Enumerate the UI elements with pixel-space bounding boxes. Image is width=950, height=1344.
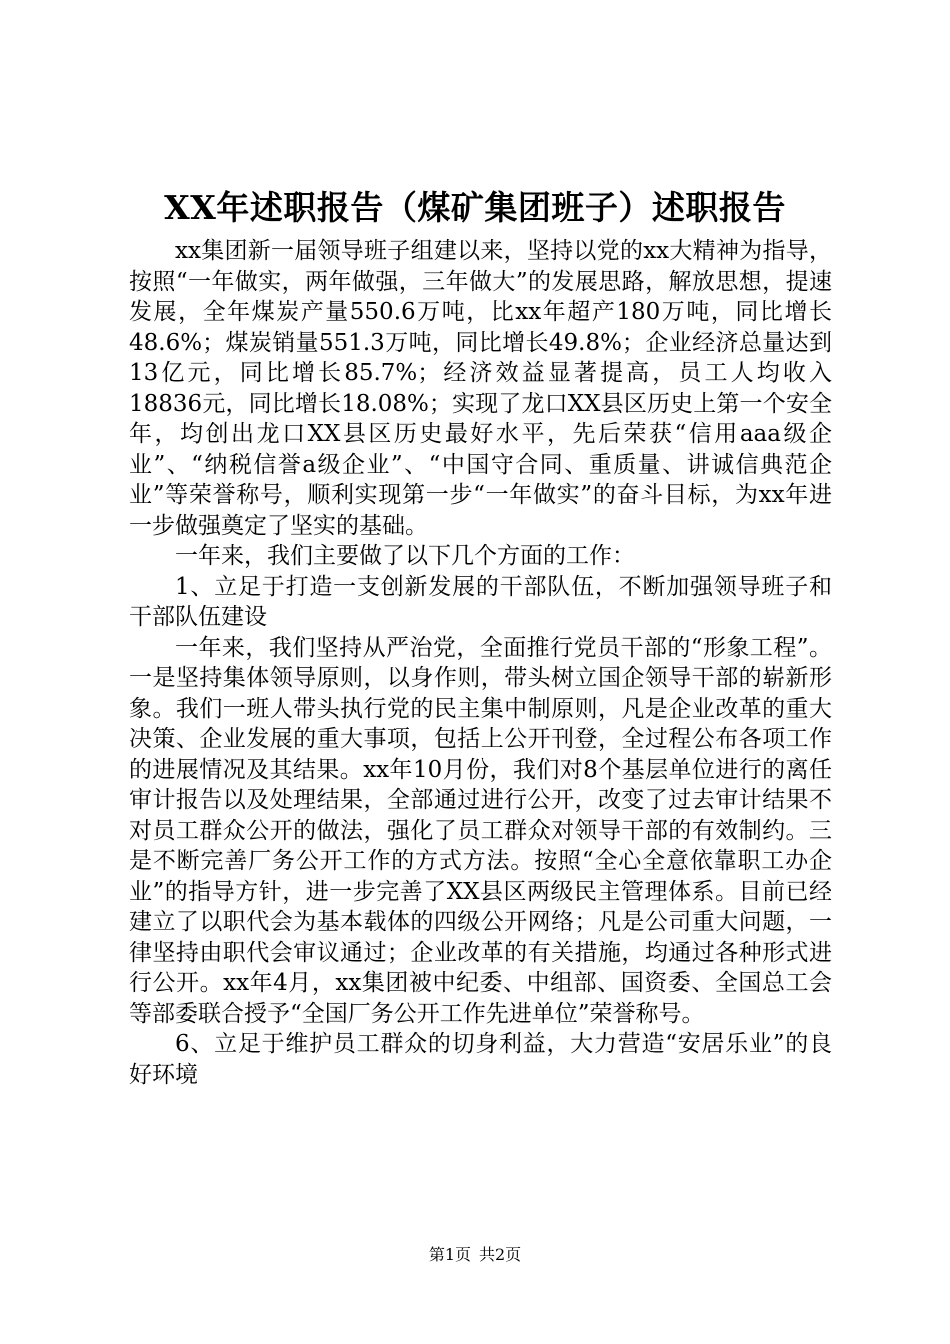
paragraph-work-overview: 一年来，我们主要做了以下几个方面的工作： [175,543,635,569]
document-body [129,236,832,1090]
page-number-current: 第1页 [428,1245,471,1264]
paragraph-section-6-heading: 6、立足于维护员工群众的切身利益，大力营造“安居乐业”的良好环境 [129,1031,832,1088]
paragraph-section-1-heading: 1、立足于打造一支创新发展的干部队伍，不断加强领导班子和干部队伍建设 [129,573,832,630]
page-footer [0,1244,950,1266]
page-number-total: 共2页 [479,1245,522,1264]
paragraph-section-1-body: 一年来，我们坚持从严治党，全面推行党员干部的“形象工程”。一是坚持集体领导原则，以身作则，带头树立国企领导干部的崭新形象。我们一班人带头执行党的民主集中制原则，凡是企业改革的重大决策、企业发展的重大事项，包括上公开刊登，全过程公布各项工作的进展情况及其结果。xx年10月份，我们对8个基层单位进行的离任审计报告以及处理结果，全部通过进行公开，改变了过去审计结果不对员工群众公开的做法，强化了员工群众对领导干部的有效制约。三是不断完善厂务公开工作的方式方法。按照“全心全意依靠职工办企业”的指导方针，进一步完善了XX县区两级民主管理体系。目前已经建立了以职代会为基本载体的四级公开网络；凡是公司重大问题，一律坚持由职代会审议通过；企业改革的有关措施，均通过各种形式进行公开。xx年4月，xx集团被中纪委、中组部、国资委、全国总工会等部委联合授予“全国厂务公开工作先进单位”荣誉称号。 [129,634,832,1027]
paragraph-intro: xx集团新一届领导班子组建以来，坚持以党的xx大精神为指导，按照“一年做实，两年做强，三年做大”的发展思路，解放思想，提速发展，全年煤炭产量550.6万吨，比xx年超产180万吨，同比增长48.6%；煤炭销量551.3万吨，同比增长49.8%；企业经济总量达到13亿元，同比增长85.7%；经济效益显著提高，员工人均收入18836元，同比增长18.08%；实现了龙口XX县区历史上第一个安全年，均创出龙口XX县区历史最好水平，先后荣获“信用aaa级企业”、“纳税信誉a级企业”、“中国守合同、重质量、讲诚信典范企业”等荣誉称号，顺利实现第一步“一年做实”的奋斗目标，为xx年进一步做强奠定了坚实的基础。 [129,238,832,539]
document-title: XX年述职报告（煤矿集团班子）述职报告 [164,188,786,227]
